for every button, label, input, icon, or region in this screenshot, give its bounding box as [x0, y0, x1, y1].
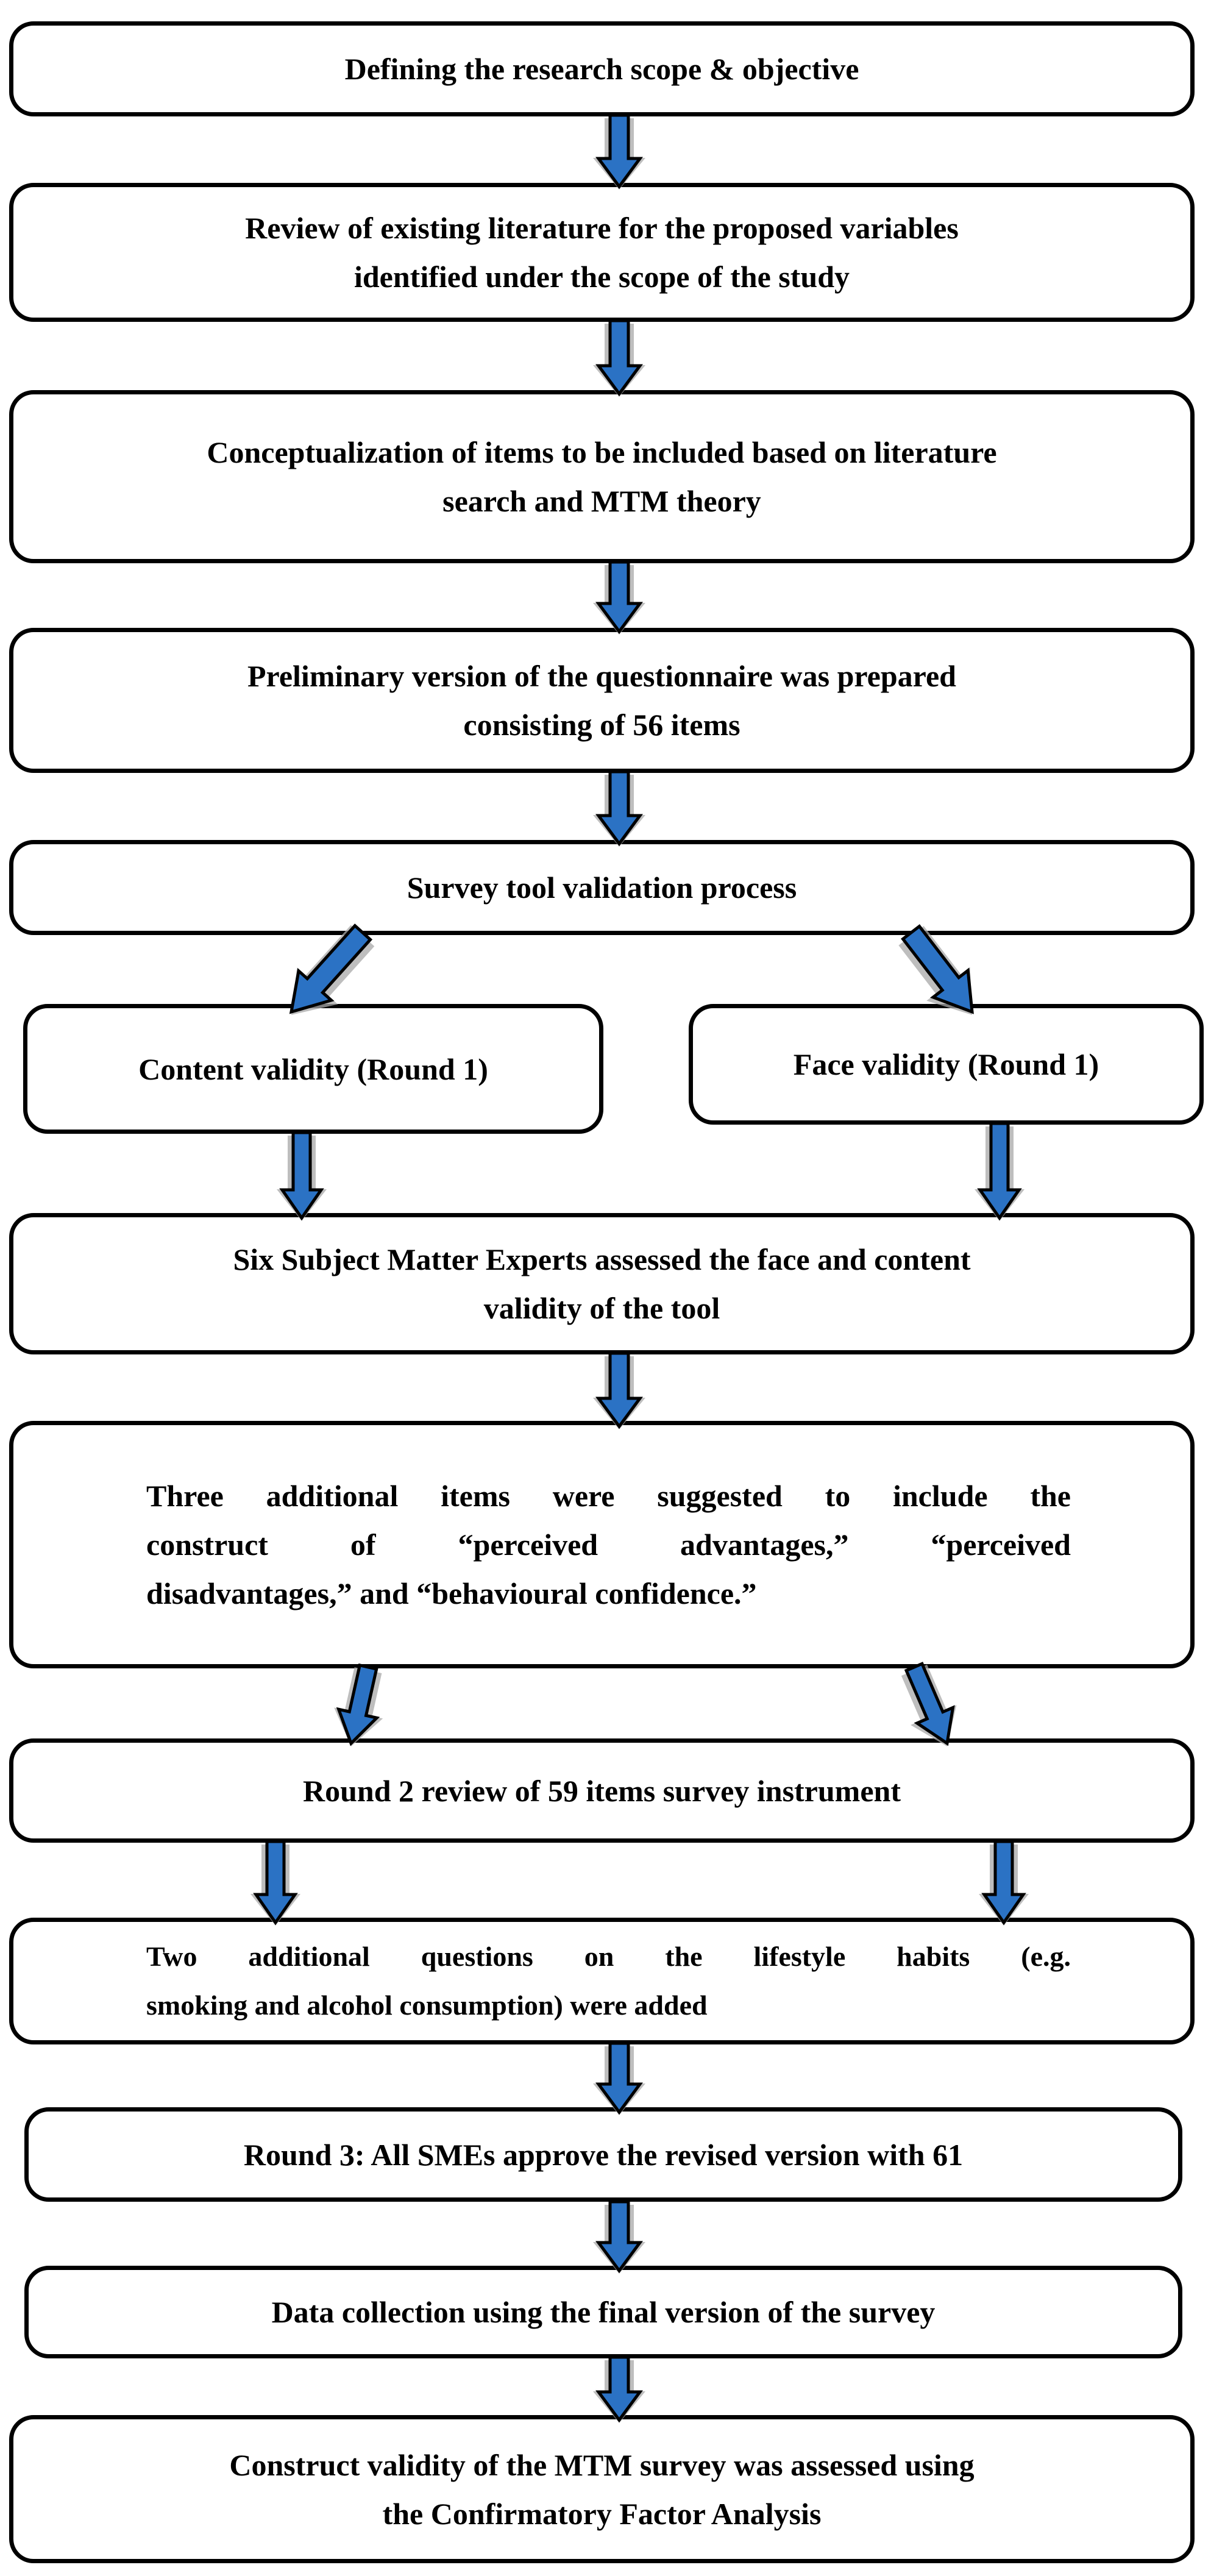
flow-arrow [277, 1133, 327, 1221]
flow-node-line: Content validity (Round 1) [138, 1051, 488, 1086]
flow-node-line: construct of “perceived advantages,” “perceived [146, 1528, 1071, 1562]
flow-arrow [593, 772, 645, 847]
flow-arrow-body [256, 1841, 295, 1923]
flow-arrow-body [598, 1353, 640, 1426]
flow-node-line: Defining the research scope & objective [344, 52, 859, 86]
flow-arrow-body [980, 1123, 1019, 1218]
flow-arrow-shadow [593, 775, 645, 847]
flow-arrow-body [598, 772, 640, 844]
flow-arrow-body [903, 927, 973, 1012]
flow-arrow-shadow [593, 324, 645, 397]
flow-arrow [593, 2357, 645, 2423]
flow-node-validation-process [9, 840, 1195, 935]
flow-arrow-shadow [334, 1667, 383, 1746]
flow-arrow-shadow [291, 925, 374, 1015]
flow-arrow-shadow [901, 1665, 957, 1746]
flow-arrow-body [984, 1841, 1023, 1923]
flow-arrow [250, 1841, 300, 1926]
flow-arrow [334, 1665, 383, 1746]
flow-node-data-collection [24, 2266, 1182, 2358]
flow-arrow-shadow [593, 2046, 645, 2115]
flow-arrow [291, 925, 374, 1015]
flow-arrow-shadow [593, 118, 645, 190]
flow-arrow-shadow [593, 2360, 645, 2423]
flow-node-construct-validity [9, 2415, 1195, 2563]
flow-node-three-additional-items [9, 1421, 1195, 1668]
flow-node-sme-assessment [9, 1213, 1195, 1354]
flow-node-line: Face validity (Round 1) [793, 1047, 1099, 1081]
flow-node-line: disadvantages,” and “behavioural confidence.” [146, 1576, 757, 1610]
flow-arrow-shadow [898, 926, 972, 1015]
flow-node-line: Construct validity of the MTM survey was assessed using [229, 2447, 975, 2482]
flow-arrow-shadow [593, 2205, 645, 2274]
flow-node-line: Round 3: All SMEs approve the revised version with 61 [243, 2137, 964, 2172]
flow-arrow [593, 321, 645, 397]
flow-arrow-shadow [250, 1845, 300, 1926]
flow-node-face-validity [689, 1004, 1204, 1125]
flow-arrow-body [598, 2357, 640, 2420]
flow-arrow-body [906, 1663, 953, 1743]
flow-node-line: validity of the tool [483, 1291, 720, 1325]
flow-node-line: Survey tool validation process [407, 870, 797, 905]
flow-arrow-shadow [979, 1845, 1029, 1926]
flow-node-line: Review of existing literature for the proposed variables [245, 211, 959, 245]
flow-arrow-body [598, 115, 640, 187]
flow-arrow-shadow [277, 1136, 327, 1221]
flow-arrow [898, 926, 972, 1015]
flow-node-literature-review [9, 183, 1195, 322]
flow-node-line: smoking and alcohol consumption) were added [146, 1990, 708, 2021]
flow-arrow [593, 2043, 645, 2115]
flow-arrow-body [291, 926, 371, 1012]
flow-arrow-body [598, 321, 640, 394]
flow-node-content-validity [23, 1004, 603, 1134]
flow-node-line: Six Subject Matter Experts assessed the face and content [233, 1242, 971, 1276]
flow-node-line: Three additional items were suggested to include the [146, 1479, 1071, 1513]
flow-node-two-additional-questions [9, 1918, 1195, 2044]
flow-node-line: Round 2 review of 59 items survey instrument [303, 1773, 901, 1808]
flow-node-conceptualization [9, 390, 1195, 563]
flow-arrow [593, 562, 645, 635]
flow-node-scope [9, 21, 1195, 116]
flow-arrow [975, 1123, 1025, 1221]
flow-arrow [901, 1663, 957, 1746]
flow-node-round3-approval [24, 2107, 1182, 2202]
flow-node-preliminary-version [9, 628, 1195, 773]
flow-arrow [979, 1841, 1029, 1926]
flow-arrow [593, 1353, 645, 1429]
flow-arrow [593, 115, 645, 190]
flow-node-line: identified under the scope of the study [353, 260, 850, 294]
flow-node-line: Data collection using the final version of the survey [271, 2295, 936, 2329]
flow-arrow-body [598, 2043, 640, 2112]
flow-node-line: the Confirmatory Factor Analysis [382, 2496, 822, 2531]
flow-arrow-body [598, 2202, 640, 2271]
flow-arrow-shadow [975, 1126, 1025, 1221]
flow-arrow-shadow [593, 565, 645, 635]
flow-arrow-shadow [593, 1356, 645, 1429]
flow-node-line: Conceptualization of items to be included based on literature [207, 435, 997, 469]
flow-node-round2-review [9, 1738, 1195, 1843]
flow-node-line: consisting of 56 items [463, 708, 740, 742]
flow-node-line: Preliminary version of the questionnaire was prepared [247, 659, 956, 693]
flow-arrow-body [598, 562, 640, 632]
flow-arrow-body [339, 1665, 377, 1743]
flow-arrow-body [282, 1133, 321, 1218]
flow-node-line: search and MTM theory [442, 484, 761, 518]
flow-node-line: Two additional questions on the lifestyle habits (e.g. [146, 1941, 1071, 1972]
flow-arrow [593, 2202, 645, 2274]
